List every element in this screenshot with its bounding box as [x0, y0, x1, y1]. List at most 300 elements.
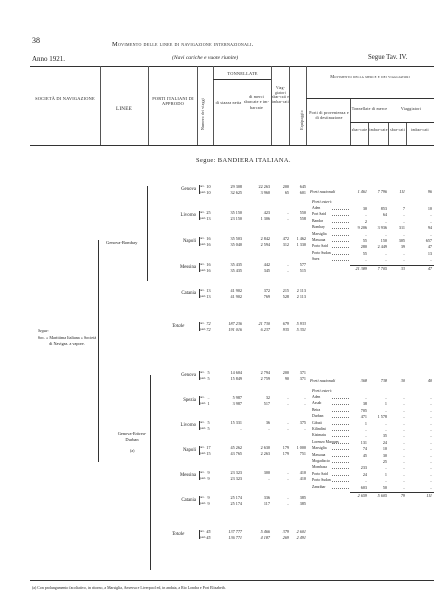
- line1-right-cell: ..: [429, 231, 432, 237]
- line1-cell: 10: [206, 190, 211, 195]
- line1-cell: 16: [206, 242, 211, 247]
- page-number: 38: [32, 36, 40, 45]
- company-name: Soc. « Marittima Italiana » Società di Navigaz. a vapore.: [37, 335, 97, 346]
- rule: [289, 66, 290, 145]
- line2-right-cell: 471: [360, 414, 367, 420]
- line1-total-cell: 72: [206, 327, 211, 332]
- line2-right-cell: 50: [382, 484, 387, 490]
- line2-right-dots: [332, 449, 349, 450]
- line1-port-name: Genova: [181, 187, 196, 192]
- col-imbarcate: imbar-cate: [369, 128, 388, 132]
- line1-cell: 35 040: [230, 242, 242, 247]
- line1-total-cell: 187 236: [228, 321, 242, 326]
- line1-cell: ..: [286, 216, 289, 221]
- line2-right-port: Kisimaiu: [312, 433, 326, 438]
- line1-cell: 35 150: [230, 210, 242, 215]
- line1-port-name: Messina: [180, 265, 196, 270]
- line2-cell: 300: [263, 470, 270, 475]
- line1-right-cell: ..: [384, 231, 387, 237]
- line2-total-cell: 45: [206, 529, 211, 534]
- line2-cell: 32: [265, 395, 270, 400]
- line2-right-port: Durban: [312, 414, 324, 419]
- line2-brace: [150, 375, 151, 570]
- line2-row-type: arr.: [200, 495, 205, 499]
- col-viaggiatori: Viag-giatori sbar-cati e imbar-cati: [272, 86, 289, 104]
- line1-total-cell: 679: [282, 321, 289, 326]
- line2-cell: ..: [267, 476, 270, 481]
- line1-row-type: arr.: [200, 288, 205, 292]
- line2-cell: 1: [207, 401, 210, 406]
- line1-right-cell: 657: [425, 238, 432, 243]
- line2-cell: ..: [286, 501, 289, 506]
- line2-right-cell: ..: [429, 433, 432, 439]
- line2-cell: ..: [267, 426, 270, 431]
- line1-cell: 769: [263, 294, 270, 299]
- line2-total-cell: 136 771: [228, 535, 242, 540]
- line1-right-dots: [332, 254, 349, 255]
- line2-cell: 9: [207, 476, 210, 481]
- line1-right-cell: ..: [402, 257, 405, 263]
- line2-row-type: part.: [200, 426, 207, 430]
- line2-right-cell: ..: [384, 427, 387, 432]
- line2-cell: 1 000: [296, 445, 306, 450]
- line1-row-type: part.: [200, 190, 207, 194]
- line2-right-cell: ..: [429, 446, 432, 452]
- line1-total-label: Totale: [172, 324, 185, 329]
- line1-cell: ..: [286, 210, 289, 215]
- line2-cell: 410: [299, 470, 306, 475]
- col-equipaggio: Equipaggio: [300, 110, 304, 130]
- line1-cell: 25: [206, 210, 211, 215]
- line2-right-dots: [332, 443, 349, 444]
- line2-cell: ..: [286, 401, 289, 406]
- line1-right-total-cell: 7 705: [377, 265, 387, 271]
- line1-right-cell: 9 206: [357, 225, 367, 231]
- line2-total-type: arr.: [200, 529, 205, 533]
- line1-name: Genova-Bombay: [106, 240, 138, 245]
- line1-cell: 1 462: [296, 236, 306, 241]
- line1-row-type: part.: [200, 294, 207, 298]
- line2-note-mark: (a): [130, 448, 135, 453]
- line2-right-port: Mombasa: [312, 465, 327, 470]
- line2-row-type: part.: [200, 451, 207, 455]
- line1-right-port: Bandar: [312, 218, 323, 223]
- line2-port-name: Messina: [180, 473, 196, 478]
- line1-total-type: arr.: [200, 321, 205, 325]
- line2-right-dots: [332, 456, 349, 457]
- col-viaggiatori-2: Viaggiatori: [400, 106, 422, 111]
- line1-cell: 29 308: [230, 184, 242, 189]
- line1-right-dots: [332, 228, 349, 229]
- line2-right-cell: ..: [402, 465, 405, 471]
- line1-right-total-cell: 21 389: [355, 265, 367, 271]
- rule: [100, 66, 101, 145]
- line2-row-type: part.: [200, 376, 207, 380]
- line2-port-name: Spezia: [183, 398, 196, 403]
- line1-right-cell: ..: [402, 218, 405, 224]
- company-brace: [98, 240, 99, 462]
- line1-right-header: Porti nazionali: [310, 189, 336, 194]
- line2-right-cell: ..: [429, 471, 432, 477]
- line2-cell: 2 630: [260, 445, 270, 450]
- line2-right-cell: 10: [382, 446, 387, 452]
- col-porti-prov: Porti di provenienza e di destinazione: [309, 110, 349, 121]
- line1-right-port: Marsiglia: [312, 231, 327, 236]
- line2-right-cell: 35: [382, 433, 387, 439]
- line1-right-dots: [332, 215, 349, 216]
- line2-cell: 5: [207, 426, 210, 431]
- line2-cell: 2 759: [260, 376, 270, 381]
- line2-total-cell: 4 187: [260, 535, 270, 540]
- line1-brace: [147, 186, 148, 281]
- line1-cell: 423: [263, 210, 270, 215]
- line1-cell: 442: [263, 262, 270, 267]
- line2-right-cell: ..: [402, 471, 405, 477]
- line1-right-dots: [332, 209, 349, 210]
- line2-right-port: Aden: [312, 395, 321, 399]
- line2-right-cell: 30: [382, 452, 387, 458]
- line1-right-cell: ..: [384, 250, 387, 256]
- line2-right-port: Porto Sudan: [312, 478, 331, 483]
- footnote: (a) Con prolungamento facoltativo, in ritorno, a Marsiglia, Anversa e Liverpool ed, in andata, a Rio Londra e Port Elizabeth.: [32, 586, 226, 590]
- line2-row-type: arr.: [200, 445, 205, 449]
- line1-right-nat-cell: 1 461: [357, 189, 367, 194]
- line2-cell: ..: [286, 470, 289, 475]
- line1-right-cell: 2 449: [377, 244, 387, 250]
- line2-right-cell: 603: [360, 484, 367, 490]
- line2-right-cell: ..: [402, 452, 405, 458]
- line1-cell: 22 263: [258, 184, 270, 189]
- line2-cell: 9: [207, 501, 210, 506]
- line2-cell: ..: [286, 495, 289, 500]
- line2-right-cell: ..: [429, 478, 432, 484]
- line2-right-cell: ..: [402, 420, 405, 426]
- line1-right-port: Massaua: [312, 238, 326, 242]
- line2-right-port: Zanzibar: [312, 484, 326, 489]
- line2-right-port: Massaua: [312, 452, 326, 457]
- line2-cell: 36: [265, 420, 270, 425]
- line1-right-cell: 55: [362, 238, 367, 243]
- line1-total-cell: 5 351: [296, 327, 306, 332]
- line2-right-cell: 1: [384, 471, 387, 477]
- line2-total-cell: 45: [206, 535, 211, 540]
- line1-right-cell: 47: [427, 244, 432, 250]
- line2-right-cell: ..: [429, 407, 432, 413]
- line2-right-port: Marsiglia: [312, 446, 327, 451]
- line2-right-cell: 24: [382, 439, 387, 445]
- line2-right-cell: ..: [429, 420, 432, 426]
- line1-cell: 16: [206, 268, 211, 273]
- line1-port-name: Catania: [181, 291, 196, 296]
- line2-right-port: Mogadiscio: [312, 459, 330, 463]
- line2-right-total-cell: 79: [400, 493, 405, 498]
- col-tonnellate: TONNELLATE: [227, 71, 258, 76]
- line2-cell: 9: [207, 495, 210, 500]
- line2-cell: 375: [299, 420, 306, 425]
- line2-cell: 5: [207, 370, 210, 375]
- line1-cell: 41 902: [230, 294, 242, 299]
- line1-cell: 32 625: [230, 190, 242, 195]
- line2-cell: ..: [303, 401, 306, 406]
- line2-row-type: arr.: [200, 470, 205, 474]
- line1-right-nat-cell: 96: [427, 189, 432, 194]
- col-tonnellate-merce: Tonnellate di merce: [351, 106, 388, 111]
- line2-right-cell: ..: [429, 439, 432, 445]
- line1-right-port: Port Said: [312, 212, 327, 217]
- line2-cell: 25 174: [230, 495, 242, 500]
- line1-right-cell: 311: [398, 225, 405, 231]
- rule: [306, 98, 434, 99]
- line1-cell: 10: [206, 184, 211, 189]
- col-imbarcati: imbar-cati: [411, 128, 429, 132]
- line1-right-cell: 853: [380, 206, 387, 211]
- line2-cell: 15 849: [230, 376, 242, 381]
- line1-right-esteri: Porti esteri:: [312, 199, 333, 204]
- col-societa: SOCIETÀ DI NAVIGAZIONE: [35, 96, 95, 101]
- line2-right-cell: 38: [362, 401, 367, 407]
- line1-right-cell: ..: [429, 257, 432, 263]
- line2-right-total-cell: 5 605: [377, 493, 387, 498]
- rule: [148, 66, 149, 145]
- line1-right-cell: 10: [427, 206, 432, 211]
- line1-cell: 13: [206, 216, 211, 221]
- line1-right-cell: ..: [384, 257, 387, 263]
- line1-cell: 345: [263, 268, 270, 273]
- line2-right-cell: 233: [360, 465, 367, 471]
- line2-cell: ..: [286, 476, 289, 481]
- line1-cell: 2 113: [296, 288, 306, 293]
- col-numero-viaggi: Numero dei viaggi: [201, 98, 205, 130]
- page-title: Movimento delle linee di navigazione internazionali.: [112, 41, 254, 48]
- line2-right-cell: ..: [402, 459, 405, 464]
- line1-cell: 16: [206, 236, 211, 241]
- line1-right-port: Suez: [312, 257, 320, 262]
- line1-total-cell: 72: [206, 321, 211, 326]
- line1-right-cell: 39: [400, 244, 405, 250]
- line2-total-cell: 379: [282, 529, 289, 534]
- line1-cell: 601: [299, 190, 306, 195]
- line1-total-cell: 935: [282, 327, 289, 332]
- rule: [406, 122, 407, 145]
- line2-right-cell: ..: [364, 427, 367, 432]
- line2-right-cell: ..: [384, 465, 387, 471]
- line2-cell: 5: [207, 420, 210, 425]
- line1-cell: 528: [282, 294, 289, 299]
- line2-cell: 385: [299, 495, 306, 500]
- line2-cell: 385: [299, 501, 306, 506]
- line2-cell: 371: [299, 376, 306, 381]
- line1-right-cell: 64: [382, 212, 387, 218]
- line2-right-cell: 25: [382, 459, 387, 464]
- line1-right-cell: ..: [429, 218, 432, 224]
- line2-row-type: part.: [200, 476, 207, 480]
- line2-port-name: Genova: [181, 373, 196, 378]
- line2-right-total-cell: 2 659: [357, 493, 367, 498]
- line2-total-cell: 137 777: [228, 529, 242, 534]
- line1-right-cell: 2: [364, 218, 367, 224]
- line2-right-dots: [332, 481, 349, 482]
- line2-right-dots: [332, 417, 349, 418]
- line2-right-dots: [332, 462, 349, 463]
- line1-total-cell: 191 016: [228, 327, 242, 332]
- footnote-rule: [30, 580, 434, 581]
- line2-cell: ..: [207, 395, 210, 400]
- line1-cell: 35 435: [230, 262, 242, 267]
- line1-port-name: Livorno: [180, 213, 196, 218]
- line1-right-dots: [332, 241, 349, 242]
- line2-cell: 14 604: [230, 370, 242, 375]
- line2-right-cell: 1: [364, 420, 367, 426]
- company-segue: Segue:: [38, 328, 49, 333]
- line2-right-dots: [332, 411, 349, 412]
- line2-cell: 517: [263, 401, 270, 406]
- col-movimento-merce: Movimento della merce e dei viaggiatori: [330, 74, 410, 79]
- line1-total-cell: 5 933: [296, 321, 306, 326]
- line1-right-total-cell: 47: [427, 265, 432, 271]
- line2-row-type: arr.: [200, 420, 205, 424]
- line1-cell: 372: [263, 288, 270, 293]
- line1-right-cell: 30: [362, 206, 367, 211]
- line1-right-port: Aden: [312, 206, 321, 210]
- line2-right-cell: ..: [402, 401, 405, 407]
- line2-right-total-cell: 111: [426, 493, 432, 498]
- line2-total-cell: 5 466: [260, 529, 270, 534]
- line2-cell: ..: [286, 420, 289, 425]
- line1-right-cell: ..: [384, 218, 387, 224]
- line1-cell: ..: [286, 268, 289, 273]
- line2-right-cell: ..: [429, 459, 432, 464]
- line2-total-cell: 2 491: [296, 535, 306, 540]
- line2-cell: 117: [263, 501, 270, 506]
- line2-row-type: arr.: [200, 370, 205, 374]
- line2-port-name: Napoli: [182, 448, 196, 453]
- line2-cell: 23 323: [230, 476, 242, 481]
- line2-right-cell: ..: [429, 414, 432, 420]
- line2-right-cell: ..: [364, 433, 367, 439]
- line1-cell: 23 150: [230, 216, 242, 221]
- line2-cell: 200: [282, 370, 289, 375]
- line2-right-cell: 74: [362, 446, 367, 452]
- line2-right-dots: [332, 488, 349, 489]
- line2-row-type: arr.: [200, 395, 205, 399]
- line1-right-cell: 13: [427, 250, 432, 256]
- line1-right-cell: 55: [362, 250, 367, 256]
- line2-right-cell: 131: [360, 439, 367, 445]
- line1-right-total-cell: 33: [400, 265, 405, 271]
- line2-right-cell: ..: [384, 478, 387, 484]
- line1-right-cell: 280: [360, 244, 367, 250]
- rule: [350, 122, 434, 123]
- col-stazza-netta: di stazza netta: [215, 100, 242, 105]
- rule: [213, 79, 271, 80]
- line1-cell: 472: [282, 236, 289, 241]
- line2-right-nat-cell: 30: [400, 378, 405, 383]
- line2-right-port: Lorenzo Marques: [312, 439, 339, 444]
- line1-cell: 215: [282, 288, 289, 293]
- line1-cell: 312: [282, 242, 289, 247]
- line1-cell: 1 330: [296, 242, 306, 247]
- line1-right-cell: ..: [402, 212, 405, 218]
- line2-right-cell: ..: [402, 478, 405, 484]
- line2-right-cell: ..: [384, 395, 387, 400]
- line1-right-cell: 94: [427, 225, 432, 231]
- line2-cell: 3 987: [232, 401, 242, 406]
- rule: [271, 66, 272, 145]
- line2-right-cell: ..: [384, 420, 387, 426]
- line2-right-cell: 1: [384, 401, 387, 407]
- line1-cell: 515: [299, 268, 306, 273]
- line1-row-type: arr.: [200, 184, 205, 188]
- line2-right-cell: ..: [384, 407, 387, 413]
- line1-right-cell: ..: [402, 231, 405, 237]
- line2-cell: ..: [239, 426, 242, 431]
- line1-port-name: Napoli: [182, 239, 196, 244]
- line2-cell: 90: [284, 376, 289, 381]
- rule: [213, 66, 214, 145]
- line2-right-dots: [332, 475, 349, 476]
- line1-right-cell: ..: [364, 231, 367, 237]
- line2-right-port: Assab: [312, 401, 322, 406]
- line2-right-cell: 705: [360, 407, 367, 413]
- col-linee: LINEE: [116, 106, 132, 112]
- line2-right-cell: ..: [402, 446, 405, 452]
- line2-right-cell: ..: [402, 484, 405, 490]
- rule: [388, 122, 389, 145]
- line1-cell: ..: [286, 262, 289, 267]
- line1-cell: 550: [299, 210, 306, 215]
- line1-cell: 13: [206, 294, 211, 299]
- line1-cell: 65: [284, 190, 289, 195]
- line2-right-port: Porto Said: [312, 471, 328, 476]
- line1-row-type: arr.: [200, 210, 205, 214]
- line2-row-type: part.: [200, 401, 207, 405]
- col-merci: di merci sbarcate e im-barcate: [243, 94, 270, 110]
- col-sbarcati: sbar-cati: [390, 128, 405, 132]
- line2-cell: 15: [206, 451, 211, 456]
- line2-right-cell: ..: [429, 465, 432, 471]
- year-label: Anno 1921.: [32, 55, 66, 63]
- line1-cell: 35 435: [230, 268, 242, 273]
- line2-cell: ..: [303, 395, 306, 400]
- line1-cell: 200: [282, 184, 289, 189]
- line2-right-cell: ..: [402, 395, 405, 400]
- line1-right-cell: ..: [429, 212, 432, 218]
- line1-right-dots: [332, 260, 349, 261]
- line2-cell: 410: [299, 476, 306, 481]
- line2-cell: 43 765: [230, 451, 242, 456]
- line2-right-dots: [332, 424, 349, 425]
- line1-right-cell: 3 936: [377, 225, 387, 231]
- line2-cell: ..: [286, 395, 289, 400]
- line2-total-type: part.: [200, 535, 207, 539]
- col-sbarcate: sbar-cate: [351, 128, 368, 132]
- line2-right-esteri: Porti esteri:: [312, 388, 333, 393]
- line2-right-dots: [332, 430, 349, 431]
- line2-right-cell: ..: [402, 414, 405, 420]
- line2-right-nat-cell: 368: [360, 378, 367, 383]
- line2-right-cell: ..: [402, 427, 405, 432]
- line1-right-dots: [332, 222, 349, 223]
- line2-right-dots: [332, 398, 349, 399]
- line1-right-port: Porto Sudan: [312, 250, 331, 255]
- line2-right-cell: ..: [364, 395, 367, 400]
- line1-cell: 645: [299, 184, 306, 189]
- line2-right-cell: ..: [429, 401, 432, 407]
- line2-total-cell: 269: [282, 535, 289, 540]
- line1-row-type: arr.: [200, 262, 205, 266]
- line1-right-cell: 150: [380, 238, 387, 243]
- line1-right-dots: [332, 247, 349, 248]
